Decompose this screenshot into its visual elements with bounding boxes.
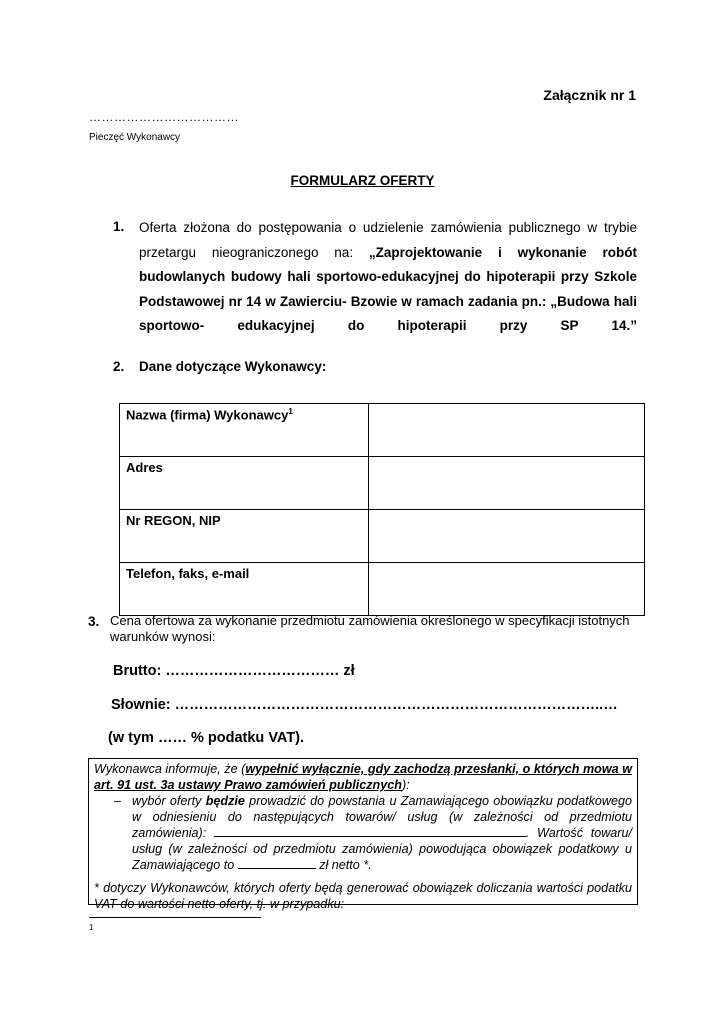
net-value-blank[interactable]: [238, 857, 316, 869]
vat-item-part: zł netto *.: [315, 858, 372, 872]
footnote-separator: [89, 917, 261, 918]
section-1-number: 1.: [113, 219, 125, 234]
footnote-marker: 1: [89, 923, 94, 932]
vat-item-text: [132, 793, 632, 873]
price-in-words-line[interactable]: Słownie: ……………………………………………………………………………..…: [111, 697, 618, 713]
section-1-subject: „Zaprojektowanie i wykonanie robót budowlanych budowy hali sportowo-edukacyjnej do hipoterapii przy Szkole Podstawowej nr 14 w Zawierciu- Bzowie w ramach zadania pn.: „Budowa hali sportowo- edukacyjnej do hipoterapii przy SP 14.”: [139, 244, 637, 333]
list-item: [114, 793, 632, 873]
contact-label: Telefon, faks, e-mail: [120, 563, 369, 616]
vat-lead-text: Wykonawca informuje, że (: [94, 762, 246, 776]
section-3-text: Cena ofertowa za wykonanie przedmiotu zamówienia określonego w specyfikacji istotnych warunków wynosi:: [110, 613, 630, 644]
dash-bullet: –: [114, 794, 122, 808]
stamp-label: Pieczęć Wykonawcy: [89, 132, 181, 143]
vat-information-box: [88, 758, 638, 911]
section-2-title: Dane dotyczące Wykonawcy:: [139, 359, 327, 374]
vat-item-part: wybór oferty: [132, 794, 206, 808]
table-row: [120, 457, 645, 510]
regon-nip-label: Nr REGON, NIP: [120, 510, 369, 563]
vat-rate-line[interactable]: (w tym …… % podatku VAT).: [108, 730, 305, 746]
vat-item-emphasis: będzie: [205, 794, 245, 808]
vat-box-lead: [94, 761, 632, 793]
gross-price-line[interactable]: Brutto: ……………………………… zł: [113, 663, 355, 679]
contact-field[interactable]: [369, 563, 645, 616]
row-label: Nazwa (firma) Wykonawcy: [126, 407, 289, 423]
annex-label: Załącznik nr 1: [543, 87, 636, 103]
section-1-intro: Oferta złożona do postępowania o udzielenie zamówienia publicznego w trybie przetargu nieograniczonego na:: [139, 220, 637, 260]
goods-services-blank[interactable]: [214, 825, 526, 837]
contractor-data-table: [119, 403, 645, 616]
table-row: [120, 563, 645, 616]
vat-item-part: prowadzić do powstania u Zamawiającego obowiązku podatkowego w odniesieniu do następujących towarów/ usług (w zależności od przedmiotu zamówienia):: [132, 794, 632, 840]
section-1-text: [139, 216, 637, 339]
contractor-name-field[interactable]: [369, 404, 645, 457]
address-label: Adres: [120, 457, 369, 510]
stamp-placeholder: ………………………………: [89, 110, 239, 124]
table-row: [120, 510, 645, 563]
address-field[interactable]: [369, 457, 645, 510]
section-3-number: 3.: [88, 614, 100, 629]
regon-nip-field[interactable]: [369, 510, 645, 563]
vat-footnote-text: * dotyczy Wykonawców, których oferty będą generować obowiązek doliczania wartości podatku VAT do wartości netto oferty, tj. w przypadku:: [94, 881, 632, 911]
footnote-ref: 1: [288, 407, 293, 416]
table-row: [120, 404, 645, 457]
vat-lead-emphasis: wypełnić wyłącznie, gdy zachodzą przesłanki, o których mowa w art. 91 ust. 3a ustawy Prawo zamówień publicznych: [94, 762, 632, 792]
contractor-name-label: [120, 404, 369, 457]
vat-lead-end: ):: [401, 778, 410, 792]
section-2-number: 2.: [113, 359, 125, 374]
form-title: FORMULARZ OFERTY: [290, 173, 435, 188]
vat-item-part: . Wartość towaru/ usług (w zależności od przedmiotu zamówienia) powodująca obowiązek podatkowy u Zamawiającego to: [132, 826, 632, 872]
